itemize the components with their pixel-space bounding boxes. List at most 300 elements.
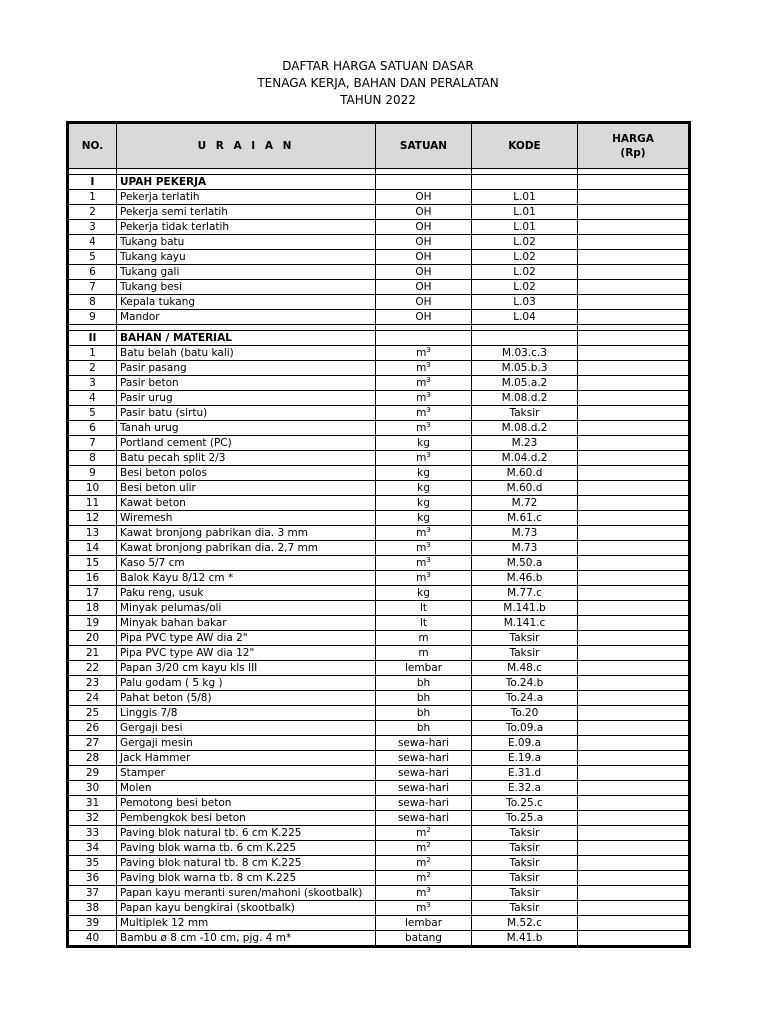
table-row xyxy=(69,421,689,436)
table-row xyxy=(69,526,689,541)
row-satuan-unit: m xyxy=(418,632,429,644)
table-row xyxy=(69,661,689,676)
row-uraian: Balok Kayu 8/12 cm * xyxy=(117,571,376,586)
row-kode: M.05.a.2 xyxy=(472,376,578,391)
row-no: 30 xyxy=(69,781,117,796)
row-satuan xyxy=(376,616,472,631)
row-kode: Taksir xyxy=(472,901,578,916)
row-uraian: Pahat beton (5/8) xyxy=(117,691,376,706)
row-satuan-exponent: 3 xyxy=(426,541,431,549)
title-line-2: TENAGA KERJA, BAHAN DAN PERALATAN xyxy=(257,76,499,90)
row-satuan-unit: m xyxy=(416,347,427,359)
row-no: 10 xyxy=(69,481,117,496)
row-no: 32 xyxy=(69,811,117,826)
row-uraian: Portland cement (PC) xyxy=(117,436,376,451)
row-satuan xyxy=(376,220,472,235)
row-harga xyxy=(578,295,689,310)
row-harga xyxy=(578,481,689,496)
row-satuan xyxy=(376,205,472,220)
row-harga xyxy=(578,280,689,295)
row-kode: M.08.d.2 xyxy=(472,391,578,406)
price-table xyxy=(68,123,689,946)
row-no: 9 xyxy=(69,466,117,481)
header-uraian: U R A I A N xyxy=(117,124,376,169)
row-harga xyxy=(578,406,689,421)
section-harga-cell xyxy=(578,175,689,190)
row-uraian: Paving blok natural tb. 6 cm K.225 xyxy=(117,826,376,841)
row-no: 3 xyxy=(69,376,117,391)
row-uraian: Paving blok warna tb. 8 cm K.225 xyxy=(117,871,376,886)
row-satuan-unit: sewa-hari xyxy=(397,782,450,794)
row-uraian: Batu belah (batu kali) xyxy=(117,346,376,361)
row-no: 31 xyxy=(69,796,117,811)
row-harga xyxy=(578,751,689,766)
row-kode: E.31.d xyxy=(472,766,578,781)
row-satuan-exponent: 2 xyxy=(426,856,431,864)
row-satuan-unit: OH xyxy=(415,296,432,308)
row-harga xyxy=(578,691,689,706)
title-line-1: DAFTAR HARGA SATUAN DASAR xyxy=(282,59,474,73)
row-satuan xyxy=(376,751,472,766)
row-satuan xyxy=(376,886,472,901)
row-kode: L.01 xyxy=(472,190,578,205)
row-uraian: Paku reng, usuk xyxy=(117,586,376,601)
row-satuan-unit: OH xyxy=(415,206,432,218)
row-satuan-unit: m xyxy=(416,827,427,839)
row-satuan-unit: m xyxy=(416,842,427,854)
row-satuan-exponent: 3 xyxy=(426,391,431,399)
row-harga xyxy=(578,931,689,946)
row-no: 14 xyxy=(69,541,117,556)
row-no: 15 xyxy=(69,556,117,571)
row-kode: M.46.b xyxy=(472,571,578,586)
row-harga xyxy=(578,871,689,886)
row-no: 8 xyxy=(69,295,117,310)
row-kode: M.05.b.3 xyxy=(472,361,578,376)
row-uraian: Kaso 5/7 cm xyxy=(117,556,376,571)
row-satuan xyxy=(376,436,472,451)
table-row xyxy=(69,871,689,886)
row-uraian: Pasir beton xyxy=(117,376,376,391)
row-uraian: Pasir batu (sirtu) xyxy=(117,406,376,421)
row-satuan xyxy=(376,190,472,205)
table-row xyxy=(69,466,689,481)
row-satuan-unit: kg xyxy=(417,497,430,509)
row-satuan-exponent: 2 xyxy=(426,826,431,834)
row-satuan xyxy=(376,541,472,556)
row-satuan-unit: m xyxy=(416,887,427,899)
row-satuan xyxy=(376,646,472,661)
row-uraian: Besi beton ulir xyxy=(117,481,376,496)
row-uraian: Wiremesh xyxy=(117,511,376,526)
row-satuan xyxy=(376,391,472,406)
row-satuan-unit: sewa-hari xyxy=(397,752,450,764)
row-satuan-unit: lt xyxy=(419,602,428,614)
table-row xyxy=(69,556,689,571)
table-row xyxy=(69,721,689,736)
row-harga xyxy=(578,916,689,931)
table-row xyxy=(69,511,689,526)
section-title: UPAH PEKERJA xyxy=(117,175,376,190)
table-row xyxy=(69,601,689,616)
table-row xyxy=(69,676,689,691)
row-satuan-unit: m xyxy=(416,572,427,584)
table-row xyxy=(69,250,689,265)
row-harga xyxy=(578,631,689,646)
row-satuan-unit: m xyxy=(416,557,427,569)
row-no: 2 xyxy=(69,361,117,376)
row-kode: L.02 xyxy=(472,280,578,295)
row-satuan-unit: m xyxy=(416,872,427,884)
row-harga xyxy=(578,616,689,631)
row-satuan xyxy=(376,481,472,496)
row-harga xyxy=(578,586,689,601)
row-satuan xyxy=(376,781,472,796)
row-no: 9 xyxy=(69,310,117,325)
row-satuan-unit: OH xyxy=(415,221,432,233)
table-row xyxy=(69,766,689,781)
table-row xyxy=(69,376,689,391)
row-harga xyxy=(578,436,689,451)
row-satuan-exponent: 3 xyxy=(426,901,431,909)
row-kode: L.01 xyxy=(472,205,578,220)
row-satuan xyxy=(376,706,472,721)
row-satuan-unit: kg xyxy=(417,437,430,449)
table-body xyxy=(69,169,689,946)
row-uraian: Pemotong besi beton xyxy=(117,796,376,811)
row-no: 34 xyxy=(69,841,117,856)
row-satuan xyxy=(376,766,472,781)
row-uraian: Minyak bahan bakar xyxy=(117,616,376,631)
row-satuan-unit: sewa-hari xyxy=(397,797,450,809)
row-satuan-exponent: 3 xyxy=(426,406,431,414)
section-satuan-cell xyxy=(376,175,472,190)
row-satuan-exponent: 3 xyxy=(426,886,431,894)
row-uraian: Besi beton polos xyxy=(117,466,376,481)
row-uraian: Gergaji besi xyxy=(117,721,376,736)
row-kode: L.02 xyxy=(472,265,578,280)
table-row xyxy=(69,481,689,496)
row-uraian: Kawat bronjong pabrikan dia. 3 mm xyxy=(117,526,376,541)
section-kode-cell xyxy=(472,175,578,190)
row-no: 20 xyxy=(69,631,117,646)
row-kode: M.72 xyxy=(472,496,578,511)
row-harga xyxy=(578,661,689,676)
row-no: 27 xyxy=(69,736,117,751)
header-kode: KODE xyxy=(472,124,578,169)
row-uraian: Pasir urug xyxy=(117,391,376,406)
table-row xyxy=(69,361,689,376)
row-harga xyxy=(578,421,689,436)
row-no: 1 xyxy=(69,190,117,205)
table-row xyxy=(69,781,689,796)
row-kode: M.03.c.3 xyxy=(472,346,578,361)
row-no: 12 xyxy=(69,511,117,526)
row-satuan xyxy=(376,361,472,376)
row-satuan xyxy=(376,250,472,265)
row-satuan-unit: OH xyxy=(415,281,432,293)
row-satuan-unit: kg xyxy=(417,587,430,599)
row-harga xyxy=(578,205,689,220)
row-kode: M.141.b xyxy=(472,601,578,616)
section-no: II xyxy=(69,331,117,346)
table-row xyxy=(69,736,689,751)
row-satuan xyxy=(376,871,472,886)
row-uraian: Pasir pasang xyxy=(117,361,376,376)
row-satuan-exponent: 3 xyxy=(426,346,431,354)
table-row xyxy=(69,451,689,466)
row-harga xyxy=(578,250,689,265)
table-header-row xyxy=(69,124,689,169)
row-harga xyxy=(578,526,689,541)
row-satuan-unit: bh xyxy=(416,692,431,704)
row-satuan xyxy=(376,265,472,280)
row-satuan xyxy=(376,280,472,295)
row-satuan xyxy=(376,856,472,871)
row-satuan xyxy=(376,571,472,586)
row-no: 6 xyxy=(69,421,117,436)
table-row xyxy=(69,190,689,205)
table-row xyxy=(69,706,689,721)
row-kode: M.23 xyxy=(472,436,578,451)
row-harga xyxy=(578,721,689,736)
row-satuan xyxy=(376,661,472,676)
row-satuan xyxy=(376,916,472,931)
row-no: 29 xyxy=(69,766,117,781)
document-title xyxy=(0,58,756,109)
row-satuan xyxy=(376,310,472,325)
row-harga xyxy=(578,466,689,481)
row-satuan xyxy=(376,841,472,856)
table-row xyxy=(69,826,689,841)
row-harga xyxy=(578,811,689,826)
row-satuan-unit: lt xyxy=(419,617,428,629)
row-satuan xyxy=(376,526,472,541)
row-satuan-unit: batang xyxy=(405,932,442,944)
row-satuan xyxy=(376,811,472,826)
row-harga xyxy=(578,511,689,526)
row-uraian: Papan kayu bengkirai (skootbalk) xyxy=(117,901,376,916)
row-no: 5 xyxy=(69,250,117,265)
row-no: 7 xyxy=(69,436,117,451)
row-kode: M.73 xyxy=(472,526,578,541)
row-uraian: Bambu ø 8 cm -10 cm, pjg. 4 m* xyxy=(117,931,376,946)
row-harga xyxy=(578,646,689,661)
section-header-row xyxy=(69,175,689,190)
row-uraian: Kepala tukang xyxy=(117,295,376,310)
row-kode: E.32.a xyxy=(472,781,578,796)
row-no: 28 xyxy=(69,751,117,766)
row-uraian: Mandor xyxy=(117,310,376,325)
row-harga xyxy=(578,235,689,250)
row-no: 38 xyxy=(69,901,117,916)
row-satuan xyxy=(376,691,472,706)
row-kode: M.73 xyxy=(472,541,578,556)
row-kode: M.41.b xyxy=(472,931,578,946)
row-satuan-unit: OH xyxy=(415,191,432,203)
row-kode: M.48.c xyxy=(472,661,578,676)
row-satuan-unit: bh xyxy=(416,677,431,689)
row-no: 8 xyxy=(69,451,117,466)
row-uraian: Pekerja tidak terlatih xyxy=(117,220,376,235)
row-uraian: Paving blok warna tb. 6 cm K.225 xyxy=(117,841,376,856)
row-no: 4 xyxy=(69,391,117,406)
row-kode: E.19.a xyxy=(472,751,578,766)
row-no: 11 xyxy=(69,496,117,511)
row-harga xyxy=(578,796,689,811)
row-satuan xyxy=(376,466,472,481)
row-kode: To.09.a xyxy=(472,721,578,736)
row-harga xyxy=(578,886,689,901)
row-kode: To.24.a xyxy=(472,691,578,706)
row-satuan-unit: OH xyxy=(415,311,432,323)
table-row xyxy=(69,235,689,250)
row-uraian: Molen xyxy=(117,781,376,796)
table-row xyxy=(69,856,689,871)
row-harga xyxy=(578,601,689,616)
row-satuan-unit: m xyxy=(416,362,427,374)
row-kode: M.77.c xyxy=(472,586,578,601)
row-uraian: Kawat beton xyxy=(117,496,376,511)
row-no: 26 xyxy=(69,721,117,736)
row-no: 17 xyxy=(69,586,117,601)
table-row xyxy=(69,841,689,856)
row-satuan-unit: m xyxy=(416,407,427,419)
row-kode: Taksir xyxy=(472,886,578,901)
row-uraian: Tanah urug xyxy=(117,421,376,436)
row-harga xyxy=(578,826,689,841)
row-harga xyxy=(578,841,689,856)
row-no: 25 xyxy=(69,706,117,721)
row-harga xyxy=(578,451,689,466)
section-header-row xyxy=(69,331,689,346)
table-row xyxy=(69,811,689,826)
row-no: 16 xyxy=(69,571,117,586)
row-satuan xyxy=(376,406,472,421)
row-kode: To.25.a xyxy=(472,811,578,826)
row-satuan-unit: m xyxy=(416,452,427,464)
row-satuan-unit: m xyxy=(416,857,427,869)
row-satuan-unit: m xyxy=(416,422,427,434)
row-satuan xyxy=(376,901,472,916)
row-harga xyxy=(578,736,689,751)
row-harga xyxy=(578,310,689,325)
row-satuan-unit: sewa-hari xyxy=(397,737,450,749)
row-satuan xyxy=(376,721,472,736)
row-kode: Taksir xyxy=(472,406,578,421)
row-harga xyxy=(578,391,689,406)
row-uraian: Tukang kayu xyxy=(117,250,376,265)
row-harga xyxy=(578,265,689,280)
row-harga xyxy=(578,676,689,691)
row-kode: M.08.d.2 xyxy=(472,421,578,436)
table-row xyxy=(69,310,689,325)
row-satuan-unit: sewa-hari xyxy=(397,812,450,824)
row-kode: M.141.c xyxy=(472,616,578,631)
row-satuan-exponent: 3 xyxy=(426,526,431,534)
row-no: 19 xyxy=(69,616,117,631)
row-satuan-unit: kg xyxy=(417,467,430,479)
section-title: BAHAN / MATERIAL xyxy=(117,331,376,346)
header-harga-line-1: HARGA xyxy=(612,133,654,145)
row-kode: Taksir xyxy=(472,646,578,661)
table-row xyxy=(69,646,689,661)
table-row xyxy=(69,631,689,646)
row-satuan xyxy=(376,376,472,391)
row-uraian: Gergaji mesin xyxy=(117,736,376,751)
row-no: 37 xyxy=(69,886,117,901)
table-row xyxy=(69,391,689,406)
row-satuan xyxy=(376,295,472,310)
row-kode: Taksir xyxy=(472,841,578,856)
table-row xyxy=(69,751,689,766)
row-kode: Taksir xyxy=(472,871,578,886)
row-no: 7 xyxy=(69,280,117,295)
row-no: 35 xyxy=(69,856,117,871)
row-harga xyxy=(578,856,689,871)
row-uraian: Pipa PVC type AW dia 2" xyxy=(117,631,376,646)
row-satuan-exponent: 3 xyxy=(426,556,431,564)
row-satuan xyxy=(376,346,472,361)
row-satuan-unit: OH xyxy=(415,251,432,263)
row-kode: To.24.b xyxy=(472,676,578,691)
header-harga xyxy=(578,124,689,169)
row-no: 13 xyxy=(69,526,117,541)
row-satuan-unit: bh xyxy=(416,722,431,734)
row-satuan-unit: m xyxy=(416,902,427,914)
table-row xyxy=(69,280,689,295)
row-harga xyxy=(578,361,689,376)
row-no: 1 xyxy=(69,346,117,361)
row-no: 6 xyxy=(69,265,117,280)
row-kode: M.61.c xyxy=(472,511,578,526)
row-no: 23 xyxy=(69,676,117,691)
row-kode: Taksir xyxy=(472,826,578,841)
table-row xyxy=(69,406,689,421)
row-satuan xyxy=(376,235,472,250)
row-harga xyxy=(578,766,689,781)
row-satuan xyxy=(376,826,472,841)
table-row xyxy=(69,616,689,631)
row-uraian: Linggis 7/8 xyxy=(117,706,376,721)
row-satuan xyxy=(376,631,472,646)
row-satuan xyxy=(376,421,472,436)
table-row xyxy=(69,571,689,586)
row-harga xyxy=(578,571,689,586)
row-harga xyxy=(578,496,689,511)
row-uraian: Jack Hammer xyxy=(117,751,376,766)
row-harga xyxy=(578,541,689,556)
row-uraian: Tukang gali xyxy=(117,265,376,280)
row-harga xyxy=(578,220,689,235)
row-satuan-unit: kg xyxy=(417,512,430,524)
row-satuan xyxy=(376,511,472,526)
table-row xyxy=(69,886,689,901)
row-kode: M.60.d xyxy=(472,466,578,481)
row-satuan-exponent: 2 xyxy=(426,841,431,849)
row-uraian: Paving blok natural tb. 8 cm K.225 xyxy=(117,856,376,871)
row-harga xyxy=(578,376,689,391)
row-uraian: Tukang besi xyxy=(117,280,376,295)
section-harga-cell xyxy=(578,331,689,346)
row-uraian: Pembengkok besi beton xyxy=(117,811,376,826)
row-kode: Taksir xyxy=(472,856,578,871)
row-no: 40 xyxy=(69,931,117,946)
header-harga-line-2: (Rp) xyxy=(620,147,646,159)
table-row xyxy=(69,901,689,916)
table-row xyxy=(69,205,689,220)
table-row xyxy=(69,541,689,556)
